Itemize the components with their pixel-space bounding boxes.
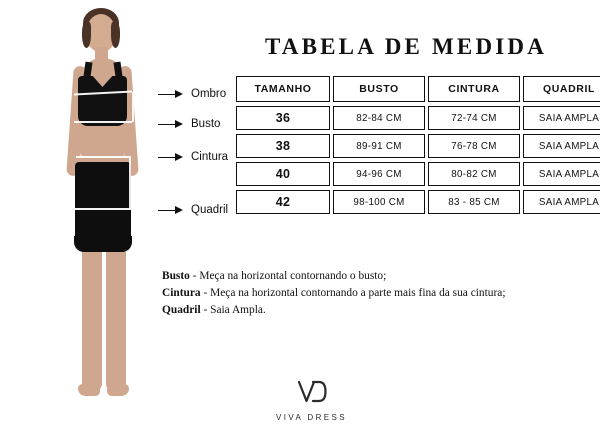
cell-hip: SAIA AMPLA — [523, 106, 600, 130]
cell-bust: 82-84 CM — [333, 106, 425, 130]
vd-monogram-icon — [297, 380, 327, 404]
measure-instructions — [162, 268, 582, 319]
cell-waist: 80-82 CM — [428, 162, 520, 186]
note-cintura — [162, 285, 582, 302]
callout-label: Quadril — [191, 204, 229, 216]
table-row — [236, 134, 600, 158]
hip-measure-line — [73, 208, 133, 210]
bust-measure-line — [74, 121, 132, 123]
size-table — [233, 72, 600, 218]
note-busto — [162, 268, 582, 285]
right-foot-shape — [107, 384, 129, 396]
header-cintura: CINTURA — [428, 76, 520, 102]
arrow-right-icon — [158, 89, 184, 99]
note-term: Quadril — [162, 304, 201, 316]
arrow-right-icon — [158, 152, 184, 162]
waist-hip-connector — [129, 156, 131, 208]
cell-size: 40 — [236, 162, 330, 186]
cell-size: 36 — [236, 106, 330, 130]
cell-bust: 94-96 CM — [333, 162, 425, 186]
brand-name: VIVA DRESS — [276, 413, 347, 422]
shoulder-bust-connector — [132, 92, 134, 122]
note-text: - Saia Ampla. — [200, 304, 266, 316]
skirt-hem — [74, 236, 132, 252]
table-row — [236, 190, 600, 214]
callout-cintura — [158, 151, 228, 163]
note-text: - Meça na horizontal contornando a parte mais fina da sua cintura; — [200, 287, 506, 299]
size-table-wrapper — [233, 72, 600, 218]
callout-busto — [158, 118, 220, 130]
callout-label: Busto — [191, 118, 221, 130]
cell-hip: SAIA AMPLA — [523, 190, 600, 214]
cell-bust: 98-100 CM — [333, 190, 425, 214]
table-header-row — [236, 76, 600, 102]
callout-quadril — [158, 204, 228, 216]
cell-waist: 76-78 CM — [428, 134, 520, 158]
hair-right-shape — [111, 22, 120, 48]
waist-measure-line — [76, 156, 129, 158]
callout-label: Cintura — [191, 151, 229, 163]
cell-waist: 83 - 85 CM — [428, 190, 520, 214]
page-title: TABELA DE MEDIDA — [264, 34, 548, 59]
arrow-right-icon — [158, 205, 184, 215]
callout-label: Ombro — [191, 88, 227, 100]
callout-ombro — [158, 88, 226, 100]
note-quadril — [162, 302, 582, 319]
cell-size: 38 — [236, 134, 330, 158]
header-busto: BUSTO — [333, 76, 425, 102]
header-quadril: QUADRIL — [523, 76, 600, 102]
table-row — [236, 162, 600, 186]
note-term: Busto — [162, 270, 190, 282]
cell-bust: 89-91 CM — [333, 134, 425, 158]
note-term: Cintura — [162, 287, 201, 299]
hair-left-shape — [82, 22, 91, 48]
table-row — [236, 106, 600, 130]
cell-waist: 72-74 CM — [428, 106, 520, 130]
header-tamanho: TAMANHO — [236, 76, 330, 102]
cell-hip: SAIA AMPLA — [523, 134, 600, 158]
left-foot-shape — [78, 384, 100, 396]
cell-size: 42 — [236, 190, 330, 214]
cell-hip: SAIA AMPLA — [523, 162, 600, 186]
brand-logo — [244, 380, 379, 425]
note-text: - Meça na horizontal contornando o busto; — [189, 270, 387, 282]
arrow-right-icon — [158, 119, 184, 129]
